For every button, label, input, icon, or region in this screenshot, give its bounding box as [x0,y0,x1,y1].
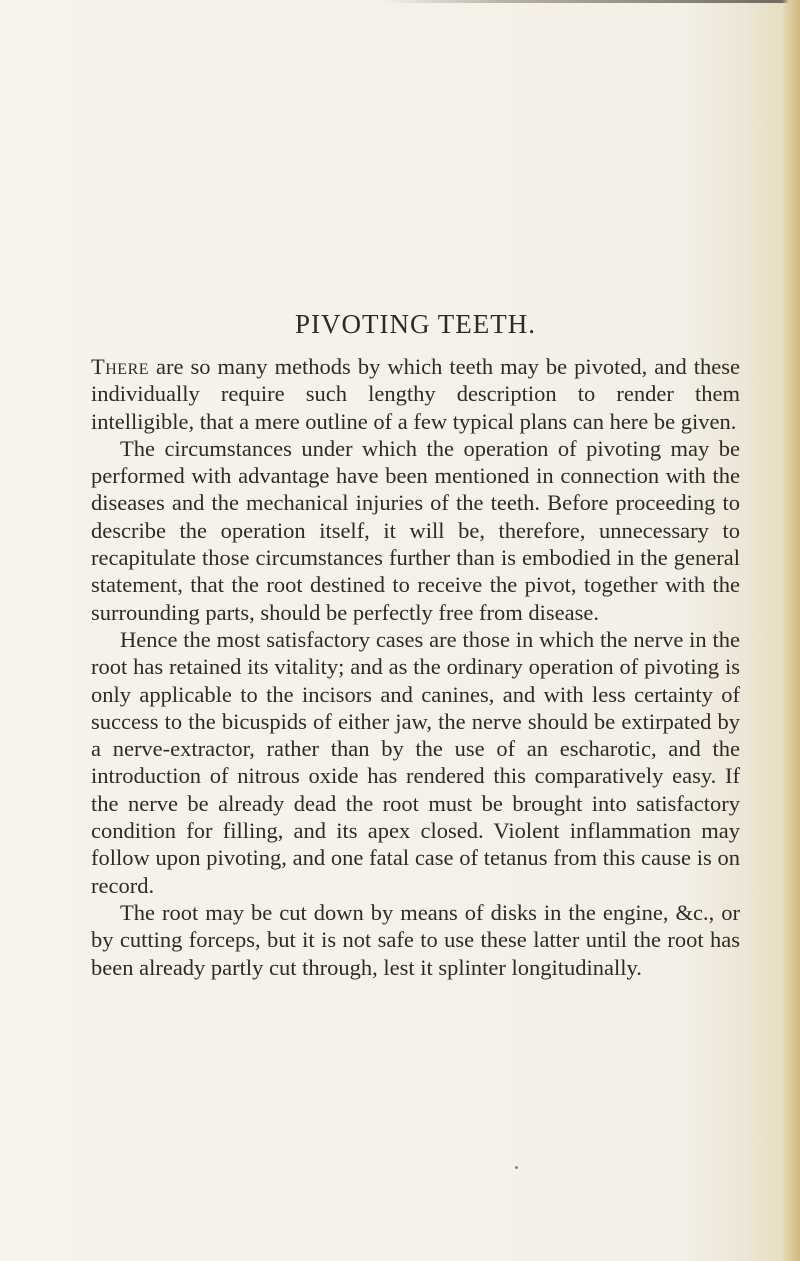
paragraph-1-text: are so many methods by which teeth may be pivoted, and these individually require such lengthy description to render them intelligible, that a mere outline of a few typical plans can here be given. [91,354,740,434]
page-content [91,309,740,981]
page-right-edge [782,0,800,1261]
paragraph-4: The root may be cut down by means of disks in the engine, &c., or by cutting forceps, but it is not safe to use these latter until the root has been already partly cut through, lest it splinter longitudinally. [91,899,740,980]
paragraph-1 [91,353,740,435]
page-top-shadow [380,0,800,3]
paragraph-1-lead: There [91,354,150,379]
ink-speck [515,1166,518,1169]
paragraph-2: The circumstances under which the operation of pivoting may be performed with advantage have been mentioned in connection with the diseases and the mechanical injuries of the teeth. Before proceeding to describe the operation itself, it will be, therefore, unnecessary to recapitulate those circumstances further than is embodied in the general statement, that the root destined to receive the pivot, together with the surrounding parts, should be perfectly free from disease. [91,435,740,625]
page-title: PIVOTING TEETH. [295,309,536,339]
paragraph-3: Hence the most satisfactory cases are those in which the nerve in the root has retained its vitality; and as the ordinary operation of pivoting is only applicable to the incisors and canines, and with less certainty of success to the bicuspids of either jaw, the nerve should be extirpated by a nerve-extractor, rather than by the use of an escharotic, and the introduction of nitrous oxide has rendered this comparatively easy. If the nerve be already dead the root must be brought into satisfactory condition for filling, and its apex closed. Violent inflammation may follow upon pivoting, and one fatal case of tetanus from this cause is on record. [91,626,740,898]
